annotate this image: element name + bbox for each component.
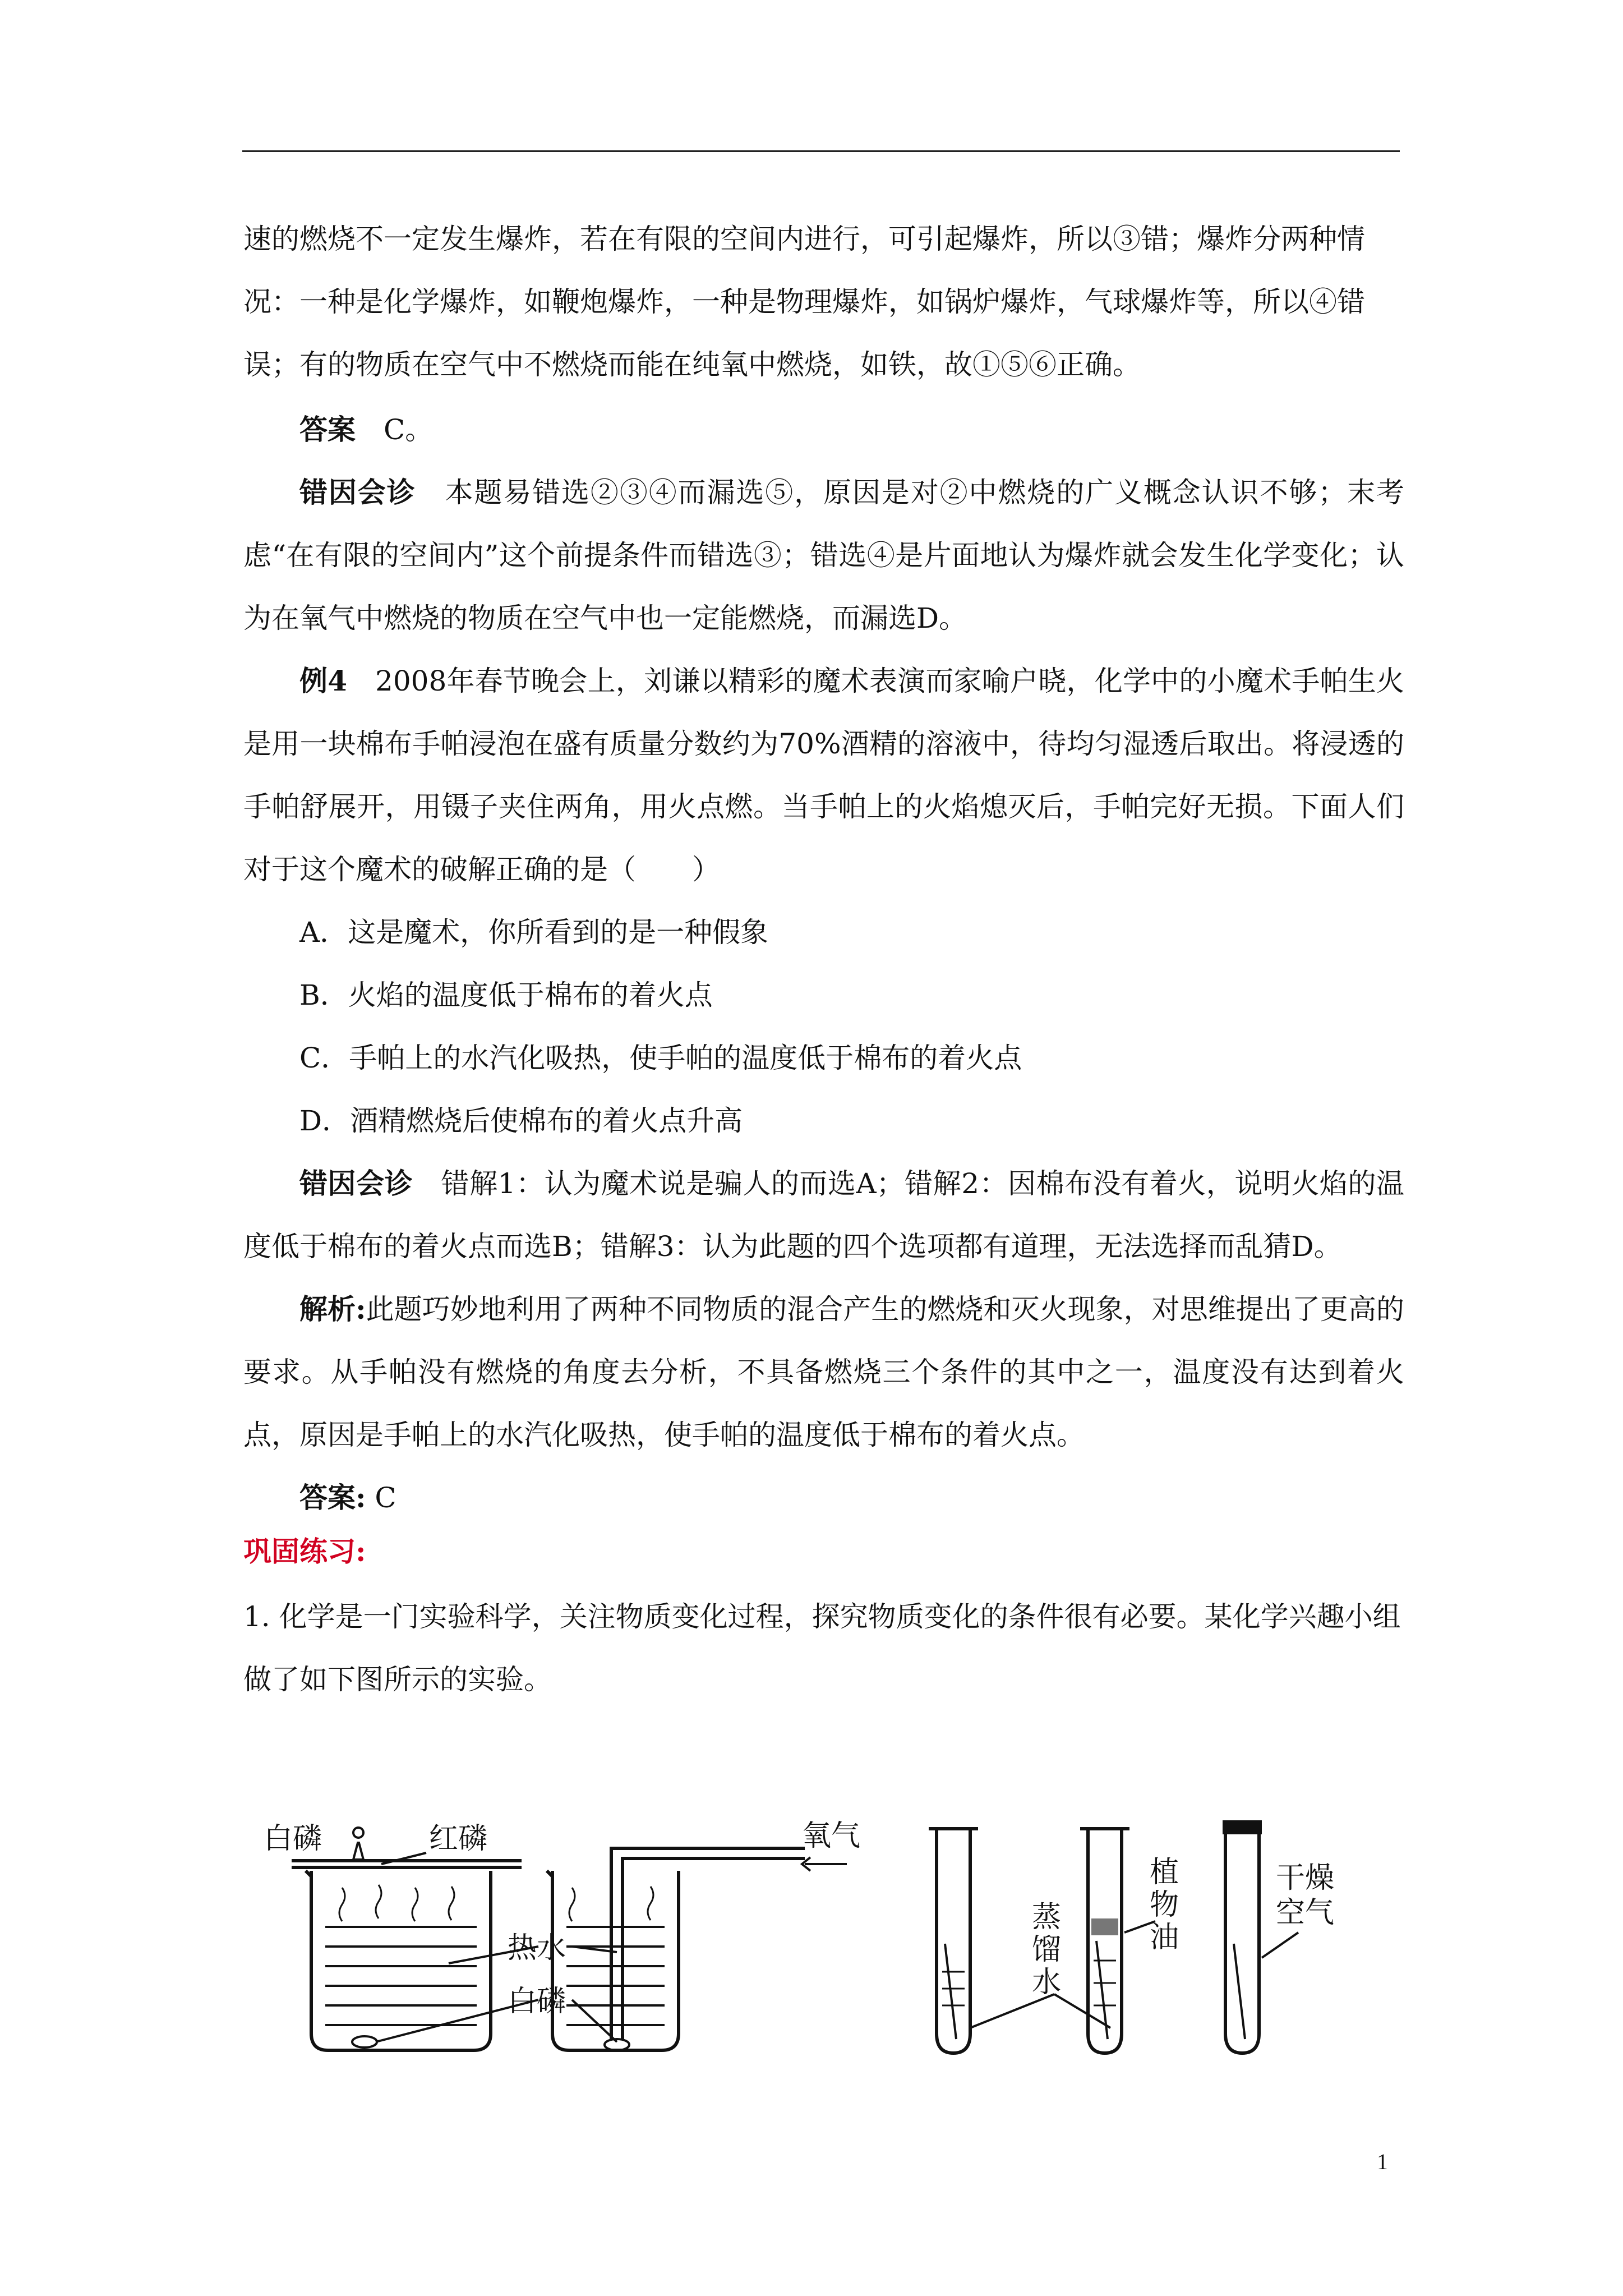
example-4 <box>243 650 1404 901</box>
error-diagnosis-2 <box>243 1152 1404 1278</box>
vertical-label-char: 蒸 <box>1032 1901 1062 1934</box>
test-tube-1 <box>929 1829 978 2053</box>
answer-label: 答案: <box>299 1481 366 1514</box>
error-diagnosis-label: 错因会诊 <box>299 1167 413 1200</box>
label-dry-air <box>1276 1861 1334 1930</box>
option-b: B．火焰的温度低于棉布的着火点 <box>299 979 713 1011</box>
answer-line-2 <box>243 1466 1404 1529</box>
error-diagnosis-text: 错解1：认为魔术说是骗人的而选A；错解2：因棉布没有着火，说明火焰的温度低于棉布的着火点而选B；错解3：认为此题的四个选项都有道理，无法选择而乱猜D。 <box>243 1167 1405 1263</box>
label-distilled-water <box>1032 1901 1061 1999</box>
error-diagnosis-label: 错因会诊 <box>299 476 416 509</box>
example-text: 2008年春节晚会上，刘谦以精彩的魔术表演而家喻户晓，化学中的小魔术手帕生火是用一块棉布手帕浸泡在盛有质量分数约为70%酒精的溶液中，待均匀湿透后取出。将浸透的手帕舒展开，用镊子夹住两角，用火点燃。当手帕上的火焰熄灭后，手帕完好无损。下面人们对于这个魔术的破解正确的是（ ） <box>243 665 1405 886</box>
error-diagnosis-text: 本题易错选②③④而漏选⑤，原因是对②中燃烧的广义概念认识不够；末考虑“在有限的空间内”这个前提条件而错选③；错选④是片面地认为爆炸就会发生化学变化；认为在氧气中燃烧的物质在空气中也一定能燃烧，而漏选D。 <box>243 476 1405 634</box>
label-white-phosphorus-bottom: 白磷 <box>508 1985 566 2018</box>
page-number: 1 <box>1377 2149 1388 2174</box>
option-a: A．这是魔术，你所看到的是一种假象 <box>299 916 769 949</box>
answer-line-1 <box>243 398 1404 461</box>
paragraph-continued-analysis: 速的燃烧不一定发生爆炸，若在有限的空间内进行，可引起爆炸，所以③错；爆炸分两种情况：一种是化学爆炸，如鞭炮爆炸，一种是物理爆炸，如锅炉爆炸，气球爆炸等，所以④错误；有的物质在空气中不燃烧而能在纯氧中燃烧，如铁，故①⑤⑥正确。 <box>243 223 1365 381</box>
experiment-figure <box>258 1820 1424 2067</box>
analysis-text: 此题巧妙地利用了两种不同物质的混合产生的燃烧和灭火现象，对思维提出了更高的要求。从手帕没有燃烧的角度去分析，不具备燃烧三个条件的其中之一，温度没有达到着火点，原因是手帕上的水汽化吸热，使手帕的温度低于棉布的着火点。 <box>243 1293 1404 1451</box>
header-rule <box>242 150 1400 152</box>
vertical-label-char: 植 <box>1150 1856 1179 1889</box>
label-vegetable-oil <box>1150 1856 1179 1954</box>
answer-value: C。 <box>384 413 434 446</box>
analysis-label: 解析: <box>299 1292 366 1326</box>
error-diagnosis-1 <box>243 461 1404 650</box>
label-hot-water: 热水 <box>508 1931 566 1965</box>
dry-air-line: 干燥 <box>1276 1861 1335 1895</box>
dry-air-line: 空气 <box>1276 1896 1335 1930</box>
practice-heading: 巩固练习: <box>243 1535 366 1568</box>
vertical-label-char: 油 <box>1150 1921 1179 1954</box>
test-tube-3 <box>1224 1820 1260 2053</box>
answer-value: C <box>375 1481 396 1514</box>
vertical-label-char: 馏 <box>1032 1933 1062 1967</box>
analysis <box>243 1278 1404 1466</box>
label-white-phosphorus-top: 白磷 <box>264 1822 322 1856</box>
question-1: 1. 化学是一门实验科学，关注物质变化过程，探究物质变化的条件很有必要。某化学兴趣小组做了如下图所示的实验。 <box>243 1600 1401 1696</box>
label-red-phosphorus: 红磷 <box>429 1822 488 1856</box>
answer-label: 答案 <box>299 413 356 446</box>
test-tube-2 <box>1080 1829 1129 2053</box>
example-label: 例4 <box>299 664 348 697</box>
beaker-left <box>292 1828 522 2050</box>
vertical-label-char: 物 <box>1150 1888 1179 1922</box>
vertical-label-char: 水 <box>1032 1966 1062 1999</box>
label-oxygen: 氧气 <box>802 1820 861 1853</box>
option-c: C．手帕上的水汽化吸热，使手帕的温度低于棉布的着火点 <box>299 1042 1022 1074</box>
document-body <box>243 208 1404 1711</box>
experiment-diagram <box>258 1820 1424 2067</box>
option-d: D．酒精燃烧后使棉布的着火点升高 <box>299 1105 743 1137</box>
